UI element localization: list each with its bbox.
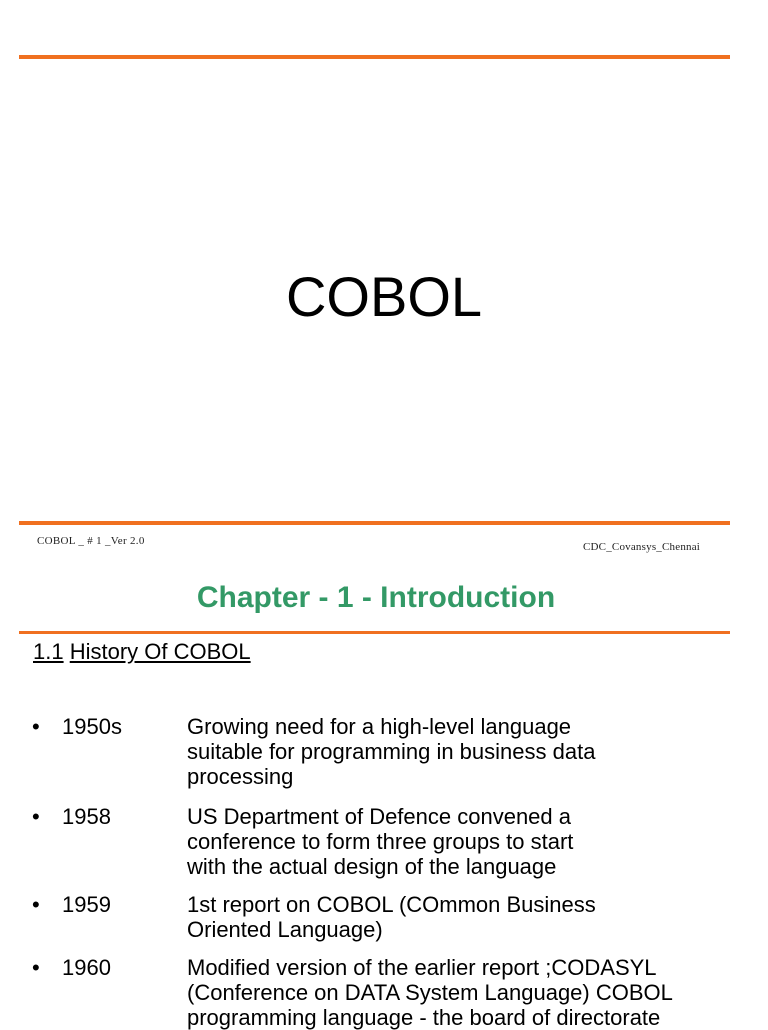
history-timeline [0, 714, 768, 1030]
description-line: Oriented Language) [187, 917, 383, 942]
top-divider [19, 55, 730, 59]
chapter-title: Chapter - 1 - Introduction [196, 581, 556, 614]
bullet-icon: • [32, 892, 40, 917]
description-line: programming language - the board of directorate [187, 1005, 661, 1030]
section-heading [33, 639, 251, 665]
description-line: Growing need for a high-level language [187, 714, 572, 739]
description-line: conference to form three groups to start [187, 829, 574, 854]
description-line: (Conference on DATA System Language) COBOL [187, 980, 673, 1005]
slide-divider [19, 521, 730, 525]
slide-title: COBOL [285, 265, 483, 328]
description-line: 1st report on COBOL (COmmon Business [187, 892, 596, 917]
description-line: with the actual design of the language [187, 854, 557, 879]
entry-year: 1959 [62, 892, 111, 917]
timeline-entry [0, 892, 768, 942]
entry-year: 1950s [62, 714, 122, 739]
entry-year: 1958 [62, 804, 111, 829]
description-line: Modified version of the earlier report ;CODASYL [187, 955, 657, 980]
bullet-icon: • [32, 714, 40, 739]
footer-organization: CDC_Covansys_Chennai [583, 541, 701, 553]
description-line: US Department of Defence convened a [187, 804, 572, 829]
bullet-icon: • [32, 804, 40, 829]
section-title: History Of COBOL [69, 639, 251, 664]
entry-description [187, 804, 747, 879]
entry-description [187, 714, 747, 789]
timeline-entry [0, 804, 768, 879]
timeline-entry [0, 714, 768, 789]
footer-version: COBOL _ # 1 _Ver 2.0 [37, 535, 145, 547]
timeline-entry [0, 955, 768, 1030]
bullet-icon: • [32, 955, 40, 980]
description-line: processing [187, 764, 294, 789]
section-number: 1.1 [33, 639, 64, 664]
entry-description [187, 955, 747, 1030]
description-line: suitable for programming in business data [187, 739, 596, 764]
chapter-divider [19, 631, 730, 634]
entry-description [187, 892, 747, 942]
entry-year: 1960 [62, 955, 111, 980]
